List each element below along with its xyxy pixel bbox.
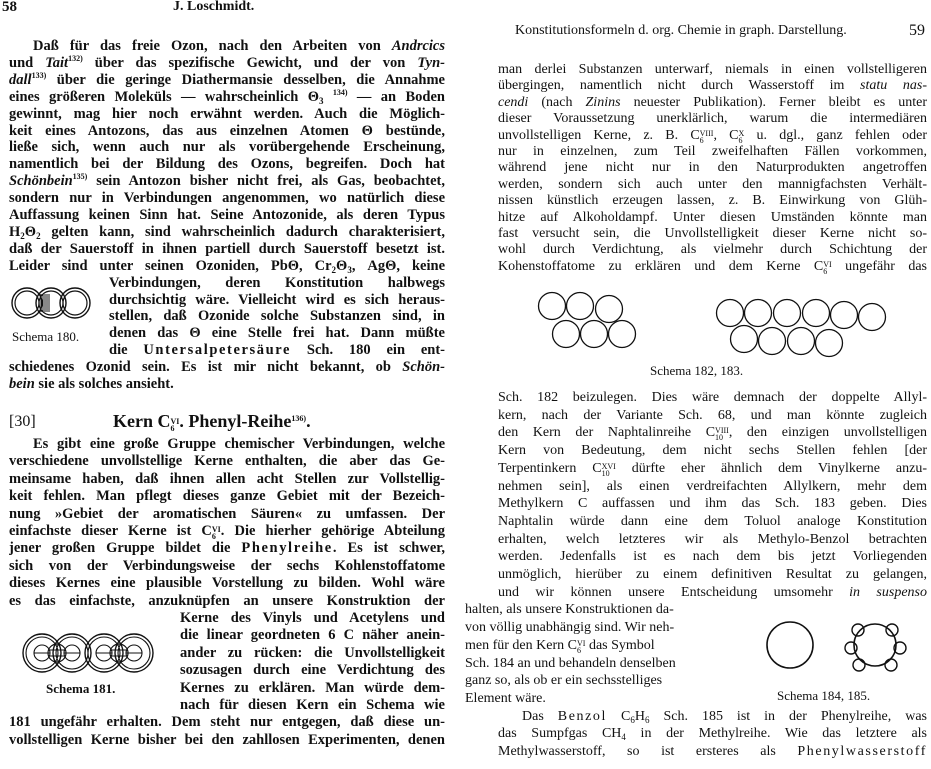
text-run: es das einfachste, anzuknüpfen an unsere Konstruktion der bbox=[9, 592, 445, 609]
subscript: 3 bbox=[347, 264, 352, 275]
italic-text: in suspenso bbox=[849, 584, 927, 600]
text-run: erhalten, welch letzteres wir als Methylo-Benzol betrachten bbox=[498, 531, 927, 547]
atom-circle bbox=[717, 300, 744, 327]
text-run: Θ bbox=[24, 223, 37, 240]
text-run: — an Boden bbox=[347, 88, 445, 105]
figure-caption: Schema 184, 185. bbox=[777, 688, 871, 703]
text-run: ließe sich, wenn auch nur als vorübergehende Erscheinung, bbox=[9, 139, 445, 156]
text-run: jener großen Gruppe bildet die bbox=[9, 540, 242, 557]
text-run: unmöglich, hierüber zu einem definitiven Resultat zu gelangen, bbox=[498, 567, 927, 582]
subscript: 4 bbox=[621, 732, 626, 743]
page-number: 59 bbox=[909, 22, 925, 39]
footnote-ref: 132) bbox=[68, 54, 83, 63]
text-run: in der Methylreihe. Wie das letztere als bbox=[625, 726, 927, 742]
subscript: 3 bbox=[319, 95, 324, 106]
italic-text: dall bbox=[9, 71, 32, 88]
text-run: sein Antozon bisher nicht frei, als Gas, beobachtet, bbox=[87, 173, 445, 190]
text-run: Kernes zu erklären. Man würde dem- bbox=[180, 679, 445, 696]
text-run: namentlich bei der Bildung des Ozons, begreifen. Doch hat bbox=[9, 156, 445, 173]
atom-circle bbox=[731, 326, 758, 353]
atom-circle bbox=[745, 300, 772, 327]
text-run: durchsichtig wäre. Vielleicht wird es sich heraus- bbox=[109, 291, 445, 308]
text-run: vollstelligen Kerne bisher bei den zahllosen Experimenten, denen bbox=[9, 731, 445, 748]
text-run: Sch. 184 an und behandeln denselben bbox=[465, 655, 676, 671]
footnote-ref: 134) bbox=[332, 88, 348, 97]
text-run: neuester Publikation). Ferner bleibt es unter bbox=[620, 94, 927, 110]
atom-circle bbox=[859, 304, 886, 331]
text-run: sozusagen durch eine Verdichtung des bbox=[180, 662, 445, 679]
text-run: . Die hierher gehörige Abteilung bbox=[220, 523, 445, 539]
text-run: gelten kann, sind wahrscheinlich dadurch charakterisiert, bbox=[40, 223, 445, 240]
subscript: 2 bbox=[36, 230, 41, 241]
text-run: C bbox=[607, 708, 631, 724]
text-run: H bbox=[9, 223, 21, 240]
hydrogen-circle bbox=[852, 624, 864, 636]
text-run: nur in einzelnen, zum Teil zweifelhaften Fällen vorkommen, bbox=[498, 144, 927, 159]
chemical-symbol: C XVI 10 bbox=[592, 460, 616, 478]
atom-circle bbox=[759, 328, 786, 355]
text-run: kern, nach der Variante Sch. 68, und man könnte zugleich bbox=[498, 407, 927, 423]
text-run: dürfte eher ähnlich dem Vinylkerne anzu- bbox=[615, 460, 927, 476]
text-run: Auffassung keinen Sinn hat. Seine Antozonide, als deren Typus bbox=[9, 207, 445, 223]
italic-text: Schön- bbox=[402, 359, 445, 376]
text-run: Sch. 185 ist in der Phenylreihe, was bbox=[649, 708, 927, 724]
footnote-ref: 133) bbox=[31, 71, 47, 80]
text-run: H bbox=[634, 708, 645, 724]
figure-caption: Schema 182, 183. bbox=[650, 363, 744, 378]
text-run: verschiedene unvollstellige Kerne enthalten, die aber das Ge- bbox=[9, 453, 445, 470]
footnote-ref: 135) bbox=[72, 173, 88, 182]
atom-circle bbox=[803, 300, 830, 327]
figure-caption: Schema 181. bbox=[46, 681, 116, 696]
text-run: die bbox=[109, 342, 144, 359]
italic-text: Tyn- bbox=[417, 54, 445, 71]
text-run: einfachste dieser Kerne ist bbox=[9, 523, 202, 539]
text-run: über die geringe Diathermansie desselben, die Annahme bbox=[46, 71, 445, 88]
text-run: Kerne des Vinyls und Acetylens und bbox=[180, 610, 445, 626]
text-run: u. dgl., ganz fehlen oder bbox=[744, 127, 927, 143]
subscript: 2 bbox=[331, 264, 337, 275]
text-run: dieser Voraussetzung unerklärlich, warum die intermediären bbox=[498, 111, 927, 127]
text-run: halten, als unsere Konstruktionen da- bbox=[465, 602, 674, 618]
hydrogen-circle bbox=[886, 624, 898, 636]
text-run: Das bbox=[522, 708, 558, 724]
atom-circle bbox=[581, 321, 608, 348]
text-run: nung »Gebiet der aromatischen Säuren« zu umfassen. Der bbox=[9, 505, 445, 522]
italic-text: bein bbox=[9, 376, 35, 392]
italic-text: Schönbein bbox=[9, 173, 73, 190]
text-run: während jene nicht nur in den Naturprodukten angetroffen bbox=[498, 160, 927, 176]
spaced-text: Untersalpetersäure bbox=[143, 342, 292, 359]
subscript: 6 bbox=[644, 714, 650, 725]
text-run: daß der Sauerstoff in ihnen partiell durch Sauerstoff besetzt ist. bbox=[9, 240, 445, 257]
text-run: keit fehlen. Man pflegt dieses ganze Gebiet mit der Bezeich- bbox=[9, 488, 445, 505]
text-run: und wir können unsere Entscheidung umsomehr bbox=[498, 584, 850, 600]
text-run: Es gibt eine große Gruppe chemischer Verbindungen, welche bbox=[33, 436, 445, 452]
text-run: von völlig unabhängig sind. Wir neh- bbox=[465, 620, 675, 636]
text-run: Kohenstoffatome zu erklären und dem Kerne bbox=[498, 258, 814, 274]
text-run: Sch. 182 beizulegen. Dies wäre demnach der doppelte Allyl- bbox=[498, 390, 927, 405]
text-run: ganz so, als ob er ein sechsstelliges bbox=[465, 673, 663, 689]
atom-circle bbox=[567, 293, 594, 320]
text-run: ander zu rücken: die Unvollstelligkeit bbox=[180, 644, 445, 661]
text-run: keit eines Antozons, das aus einzelnen Atomen Θ bestünde, bbox=[9, 122, 445, 139]
atom-circle bbox=[596, 296, 623, 323]
text-run: schiedenes Ozonid sein. Es ist mir nicht bekannt, ob bbox=[9, 359, 403, 376]
italic-text: Zinins bbox=[585, 94, 621, 110]
atom-circle bbox=[831, 302, 858, 329]
text-run: werden. Jedenfalls ist es nach dem bis jetzt Vorliegenden bbox=[498, 549, 927, 565]
atom-circle bbox=[788, 328, 815, 355]
chemical-symbol: C VIII 10 bbox=[705, 425, 729, 443]
text-run: Methylkern C auffassen und ihm das Sch. 183 geben. Dies bbox=[498, 496, 927, 512]
text-run: Verbindungen, deren Konstitution halbwegs bbox=[109, 274, 445, 291]
text-run: den Kern der Naphtalinreihe bbox=[498, 425, 706, 441]
running-head: J. Loschmidt. bbox=[173, 0, 255, 14]
text-run: über das spezifische Gewicht, und der von bbox=[82, 54, 418, 71]
text-run: Θ bbox=[336, 257, 348, 274]
text-run: ungefähr das bbox=[831, 258, 927, 274]
text-run: sie als solches ansieht. bbox=[34, 376, 174, 392]
text-run: . Phenyl-Reihe bbox=[179, 411, 292, 431]
italic-text: cendi bbox=[498, 94, 529, 110]
italic-text: Andrcics bbox=[391, 38, 445, 54]
spaced-text: Phenylwasserstoff bbox=[797, 744, 927, 759]
text-run: die linear geordneten 6 C näher anein- bbox=[180, 627, 445, 644]
text-run: sondern nur in Verbindungen angenommen, wo natürlich diese bbox=[9, 190, 445, 207]
text-run: dieses Kernes eine plausible Vorstellung zu bilden. Wohl wäre bbox=[9, 575, 445, 592]
text-run: Naphtalin würde dann eine dem Toluol analoge Konstitution bbox=[498, 513, 927, 529]
atom-circle bbox=[60, 288, 90, 318]
text-run: gewinnt, mag hier noch erwähnt werden. Auch die Möglich- bbox=[9, 105, 445, 122]
chemical-symbol: C VI 6 bbox=[201, 523, 221, 541]
text-run: eines größeren Moleküls — wahrscheinlich Θ bbox=[9, 88, 320, 105]
footnote-ref: 136) bbox=[291, 414, 307, 423]
text-run: Methylwasserstoff, so ist ersteres als bbox=[498, 744, 798, 759]
text-run: hitze auf Alkoholdampf. Unter diesen Umständen könnte man bbox=[498, 209, 927, 225]
benzene-nucleus-circle bbox=[767, 622, 813, 668]
atom-circle bbox=[539, 293, 566, 320]
text-run: das Symbol bbox=[585, 637, 655, 653]
text-run: Kern bbox=[113, 411, 158, 431]
hydrogen-circle bbox=[845, 642, 857, 654]
hydrogen-circle bbox=[853, 659, 865, 671]
figure-caption: Schema 180. bbox=[12, 329, 80, 344]
text-run: sich von der Verbindungsweise der sechs Kohlenstoffatome bbox=[9, 557, 445, 574]
page-number: 58 bbox=[2, 0, 17, 15]
text-run: meinsame haben, daß ihnen allen acht Stellen zur Vollstellig- bbox=[9, 470, 445, 487]
text-run: , bbox=[713, 127, 730, 143]
text-run: , den einzigen unvollstelligen bbox=[728, 425, 927, 441]
spaced-text: Benzol bbox=[557, 708, 608, 724]
text-run: (nach bbox=[528, 94, 586, 110]
atom-circle bbox=[12, 288, 42, 318]
chemical-symbol: C VI 6 bbox=[813, 258, 832, 276]
text-run: 181 ungefähr erhalten. Dem steht nur entgegen, daß diese un- bbox=[9, 714, 445, 731]
text-run: unvollstelligen Kerne, z. B. bbox=[498, 127, 691, 143]
text-run: man derlei Substanzen unterwarf, niemals in einen vollstelligeren bbox=[498, 62, 927, 77]
hydrogen-circle bbox=[885, 659, 897, 671]
text-run: wohl durch Verdichtung, als vielmehr durch Schichtung der bbox=[498, 242, 927, 258]
text-run: Daß für das freie Ozon, nach den Arbeiten von bbox=[33, 38, 392, 54]
text-run: nehmen sein], als einen verdreifachten Allylkern, mehr dem bbox=[498, 478, 927, 494]
text-run: Leider sind unter seinen Ozoniden, PbΘ, Cr bbox=[9, 257, 332, 274]
text-run: Element wäre. bbox=[465, 690, 546, 706]
text-run: Kern von Bedeutung, dem nicht sechs Stellen fehlen [der bbox=[498, 443, 927, 459]
chemical-symbol: C VI 6 bbox=[567, 637, 586, 655]
text-run: Terpentinkern bbox=[498, 460, 593, 476]
italic-text: Tait bbox=[45, 54, 69, 71]
atom-circle bbox=[553, 321, 580, 348]
text-run: denen das Θ eine Stelle frei hat. Dann müßte bbox=[109, 325, 445, 342]
text-run: und bbox=[9, 54, 46, 71]
chemical-symbol: C VI 6 bbox=[157, 411, 180, 433]
text-run: nach für diesen Kern ein Schema wie bbox=[180, 697, 445, 713]
text-run: . Es ist schwer, bbox=[332, 540, 445, 557]
text-run: men für den Kern bbox=[465, 637, 568, 653]
italic-text: statu nas- bbox=[860, 78, 927, 94]
atom-circle bbox=[609, 321, 636, 348]
running-head: Konstitutionsformeln d. org. Chemie in graph. Darstellung. bbox=[515, 23, 847, 38]
text-run: . bbox=[306, 411, 311, 431]
chemical-symbol: C X 6 bbox=[729, 127, 745, 144]
subscript: 2 bbox=[20, 230, 25, 241]
text-run: fast versucht sein, die Unvollstelligkeit dieser Kerne nicht so- bbox=[498, 226, 927, 241]
text-run: , AgΘ, keine bbox=[351, 257, 445, 274]
text-run: nissen künstlich erzeugen lassen, z. B. Einwirkung von Glüh- bbox=[498, 193, 927, 209]
section-number: [30] bbox=[9, 413, 36, 430]
atom-circle bbox=[774, 300, 801, 327]
spaced-text: Phenylreihe bbox=[241, 540, 333, 557]
atom-circle bbox=[816, 330, 843, 357]
text-run: das Sumpfgas CH bbox=[498, 726, 622, 742]
chemical-symbol: C VIII 6 bbox=[690, 127, 714, 144]
subscript: 6 bbox=[630, 714, 635, 725]
text-run: werden, sondern sich auch unter den mannigfachsten Verhält- bbox=[498, 176, 927, 192]
text-run: Sch. 180 ein ent- bbox=[291, 342, 445, 359]
text-run: stellen, daß Ozonide solche Substanzen sind, in bbox=[109, 308, 445, 325]
text-run: übergingen, namentlich nicht durch Wasserstoff im bbox=[498, 78, 861, 94]
